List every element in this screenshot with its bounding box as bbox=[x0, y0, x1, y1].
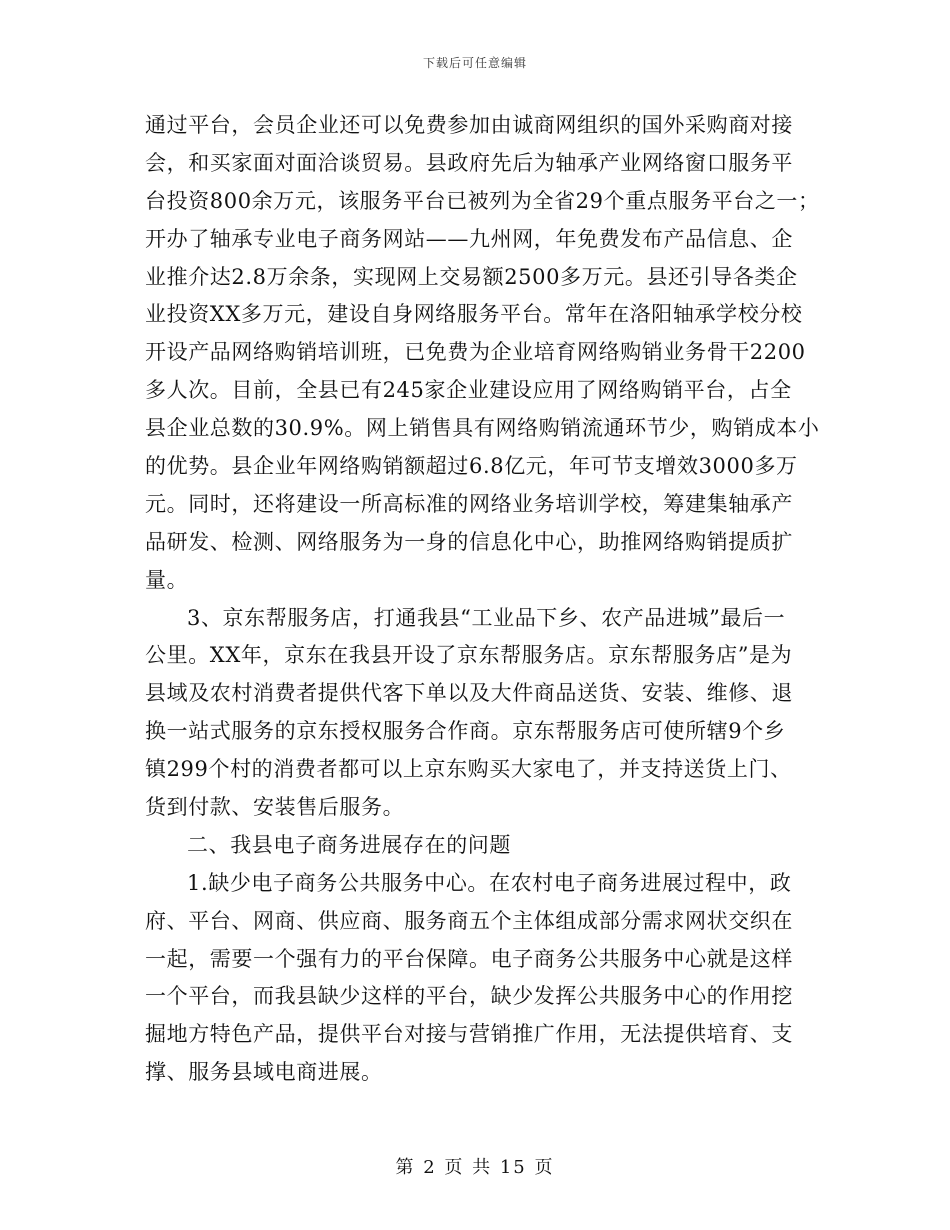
body-line: 公里。XX年，京东在我县开设了京东帮服务店。京东帮服务店”是为 bbox=[145, 643, 793, 668]
body-line: 多人次。目前，全县已有245家企业建设应用了网络购销平台，占全 bbox=[145, 378, 792, 403]
body-line: 通过平台，会员企业还可以免费参加由诚商网组织的国外采购商对接 bbox=[145, 113, 793, 137]
body-line: 一个平台，而我县缺少这样的平台，缺少发挥公共服务中心的作用挖 bbox=[145, 984, 793, 1009]
body-line: 县域及农村消费者提供代客下单以及大件商品送货、安装、维修、退 bbox=[145, 681, 793, 706]
body-line: 县企业总数的30.9%。网上销售具有网络购销流通环节少，购销成本小 bbox=[145, 416, 820, 441]
body-line: 掘地方特色产品，提供平台对接与营销推广作用，无法提供培育、支 bbox=[145, 1022, 793, 1047]
body-line: 镇299个村的消费者都可以上京东购买大家电了，并支持送货上门、 bbox=[145, 757, 792, 782]
body-line: 品研发、检测、网络服务为一身的信息化中心，助推网络购销提质扩 bbox=[145, 529, 793, 554]
page-number: 第 2 页 共 15 页 bbox=[395, 1157, 555, 1178]
body-line: 开设产品网络购销培训班，已免费为企业培育网络购销业务骨干2200 bbox=[145, 340, 806, 365]
body-line: 一起，需要一个强有力的平台保障。电子商务公共服务中心就是这样 bbox=[145, 946, 793, 971]
paragraph-first-line: 3、京东帮服务店，打通我县“工业品下乡、农产品进城”最后一 bbox=[187, 605, 786, 630]
body-line: 府、平台、网商、供应商、服务商五个主体组成部分需求网状交织在 bbox=[145, 908, 793, 933]
body-line: 元。同时，还将建设一所高标准的网络业务培训学校，筹建集轴承产 bbox=[145, 491, 793, 516]
page-header-note: 下载后可任意编辑 bbox=[422, 56, 527, 70]
body-line: 撑、服务县域电商进展。 bbox=[145, 1060, 383, 1085]
body-line: 台投资800余万元，该服务平台已被列为全省29个重点服务平台之一； bbox=[145, 188, 820, 213]
section-heading: 二、我县电子商务进展存在的问题 bbox=[187, 832, 511, 857]
document-body bbox=[145, 107, 820, 1092]
body-line: 开办了轴承专业电子商务网站——九州网，年免费发布产品信息、企 bbox=[145, 226, 793, 251]
body-line: 的优势。县企业年网络购销额超过6.8亿元，年可节支增效3000多万 bbox=[145, 454, 798, 479]
body-line: 业推介达2.8万余条，实现网上交易额2500多万元。县还引导各类企 bbox=[145, 264, 798, 289]
paragraph-first-line: 1.缺少电子商务公共服务中心。在农村电子商务进展过程中，政 bbox=[187, 870, 792, 895]
body-line: 业投资XX多万元，建设自身网络服务平台。常年在洛阳轴承学校分校 bbox=[145, 302, 803, 327]
body-line: 货到付款、安装售后服务。 bbox=[145, 795, 405, 820]
body-line: 换一站式服务的京东授权服务合作商。京东帮服务店可使所辖9个乡 bbox=[145, 719, 786, 744]
body-line: 会，和买家面对面洽谈贸易。县政府先后为轴承产业网络窗口服务平 bbox=[145, 150, 793, 175]
body-line: 量。 bbox=[145, 567, 189, 592]
